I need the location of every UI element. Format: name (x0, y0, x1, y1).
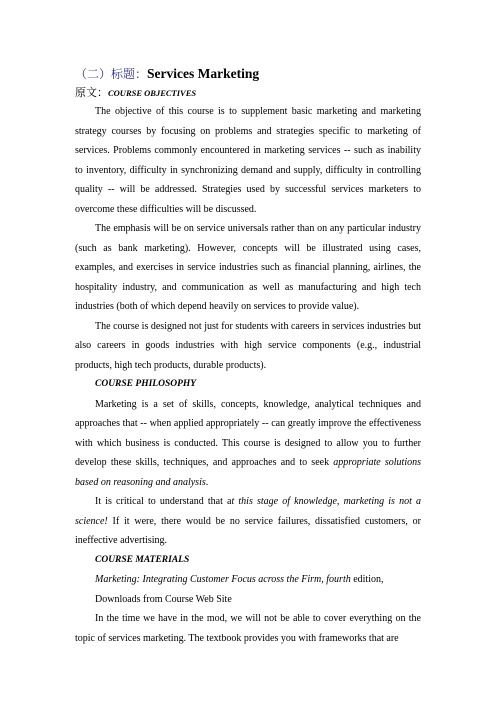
philosophy-paragraph-2 (75, 492, 421, 551)
philosophy-p1-emphasis: appropriate solutions based on reasoning and analysis (75, 457, 422, 488)
philosophy-p2-text: It is critical to understand that a (95, 496, 232, 507)
course-philosophy-heading: COURSE PHILOSOPHY (95, 379, 197, 389)
document-content (75, 65, 421, 648)
original-text-prefix: 原文： (75, 86, 108, 99)
philosophy-p2-emphasis: t this stage of knowledge, marketing is not a science! (75, 496, 421, 527)
course-objectives-heading: COURSE OBJECTIVES (108, 88, 197, 98)
downloads-line: Downloads from Course Web Site (95, 593, 232, 605)
document-title (75, 65, 421, 83)
philosophy-p1-end: . (205, 476, 209, 488)
title-prefix: （二）标题： (75, 67, 148, 81)
textbook-line (75, 570, 421, 590)
original-text-label (75, 84, 421, 102)
objectives-paragraph-2: The emphasis will be on service universals rather than on any particular industry (such as bank marketing). However, concepts will be illustrated using cases, examples, and exercises in service industries such as financial planning, airlines, the hospitality industry, and communication as well as manufacturing and high tech industries (both of which depend heavily on services to provide value). (75, 223, 421, 312)
objectives-paragraph-3: The course is designed not just for students with careers in services industries but also careers in goods industries with high service components (e.g., industrial products, high tech products, durable products). (75, 320, 421, 371)
philosophy-p1-text: Marketing is a set of skills, concepts, knowledge, analytical techniques and approaches that -- when applied appropriately -- can greatly improve the effectiveness with which business is conducted. This course is designed to allow you to further develop these skills, techniques, and approaches and to seek (75, 398, 421, 468)
philosophy-p2-end: If it were, there would be no service failures, dissatisfied customers, or ineffective advertising. (75, 515, 421, 546)
philosophy-paragraph-1 (75, 395, 421, 493)
textbook-title: Marketing: Integrating Customer Focus across the Firm, fourth (95, 574, 351, 585)
course-materials-heading: COURSE MATERIALS (95, 554, 190, 565)
textbook-edition: edition, (350, 574, 384, 585)
objectives-paragraph-1: The objective of this course is to supplement basic marketing and marketing strategy courses by focusing on problems and strategies specific to marketing of services. Problems commonly encountered in marketing services -- such as inability to inventory, difficulty in synchronizing demand and supply, difficulty in controlling quality -- will be addressed. Strategies used by successful services marketers to overcome these difficulties will be discussed. (75, 106, 421, 215)
materials-paragraph: In the time we have in the mod, we will not be able to cover everything on the topic of services marketing. The textbook provides you with frameworks that are (75, 613, 421, 644)
title-text: Services Marketing (147, 66, 260, 81)
